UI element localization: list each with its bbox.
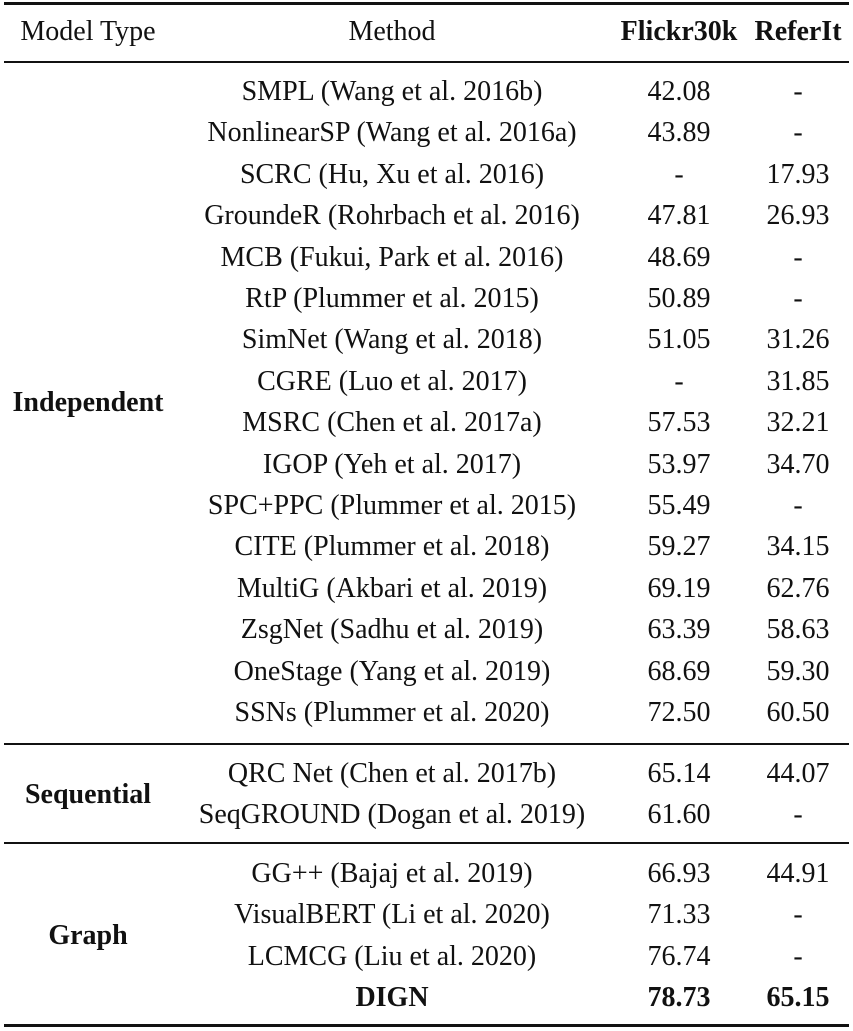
flickr30k-cell: 78.73	[647, 982, 711, 1014]
referit-cell: 65.15	[766, 982, 830, 1014]
flickr30k-cell: 68.69	[647, 655, 711, 687]
referit-cell: -	[793, 241, 803, 273]
group-separator-sequential	[4, 743, 849, 745]
flickr30k-cell: 50.89	[647, 283, 711, 314]
flickr30k-cell: 65.14	[647, 758, 711, 789]
referit-cell: 62.76	[766, 572, 830, 604]
flickr30k-cell: 76.74	[647, 940, 711, 972]
method-cell: GG++ (Bajaj et al. 2019)	[251, 858, 533, 889]
flickr30k-cell: 66.93	[647, 858, 711, 889]
referit-cell: -	[793, 940, 803, 972]
flickr30k-cell: 51.05	[647, 324, 711, 356]
method-cell: SCRC (Hu, Xu et al. 2016)	[239, 158, 545, 190]
header-rule	[4, 61, 849, 63]
method-cell: IGOP (Yeh et al. 2017)	[262, 448, 522, 480]
referit-cell: 32.21	[766, 407, 830, 439]
flickr30k-cell: 48.69	[647, 241, 711, 273]
referit-cell: 26.93	[766, 200, 830, 232]
flickr30k-cell: -	[674, 365, 684, 397]
method-cell: ZsgNet (Sadhu et al. 2019)	[240, 614, 544, 646]
method-cell: LCMCG (Liu et al. 2020)	[247, 940, 537, 972]
method-cell: SPC+PPC (Plummer et al. 2015)	[207, 490, 577, 521]
referit-cell: 17.93	[766, 158, 830, 190]
referit-cell: -	[793, 799, 803, 831]
group-label: Graph	[48, 920, 128, 952]
referit-cell: 60.50	[766, 697, 830, 728]
referit-cell: -	[793, 117, 803, 149]
flickr30k-cell: 59.27	[647, 531, 711, 563]
referit-cell: 58.63	[766, 614, 830, 646]
method-cell: DIGN	[355, 982, 429, 1014]
referit-cell: 34.15	[766, 531, 830, 563]
flickr30k-cell: 42.08	[647, 76, 711, 107]
flickr30k-cell: 43.89	[647, 117, 711, 149]
flickr30k-cell: 55.49	[647, 490, 711, 521]
flickr30k-cell: 63.39	[647, 614, 711, 646]
flickr30k-cell: -	[674, 158, 684, 190]
referit-cell: -	[793, 76, 803, 107]
flickr30k-cell: 47.81	[647, 200, 711, 232]
referit-cell: 31.26	[766, 324, 830, 356]
method-cell: SeqGROUND (Dogan et al. 2019)	[198, 799, 586, 831]
bottom-rule	[4, 1024, 849, 1027]
referit-cell: 44.91	[766, 858, 830, 889]
method-cell: QRC Net (Chen et al. 2017b)	[227, 758, 557, 789]
header-model-type: Model Type	[20, 16, 156, 47]
flickr30k-cell: 69.19	[647, 572, 711, 604]
referit-cell: -	[793, 490, 803, 521]
group-label: Independent	[12, 386, 164, 418]
method-cell: SSNs (Plummer et al. 2020)	[234, 697, 550, 728]
method-cell: MCB (Fukui, Park et al. 2016)	[220, 241, 564, 273]
group-label: Sequential	[24, 778, 152, 810]
flickr30k-cell: 53.97	[647, 448, 711, 480]
flickr30k-cell: 57.53	[647, 407, 711, 439]
method-cell: CITE (Plummer et al. 2018)	[234, 531, 550, 563]
method-cell: NonlinearSP (Wang et al. 2016a)	[207, 117, 577, 149]
header-method: Method	[348, 16, 436, 47]
referit-cell: 59.30	[766, 655, 830, 687]
header-flickr30k: Flickr30k	[620, 16, 738, 47]
referit-cell: -	[793, 899, 803, 931]
method-cell: MultiG (Akbari et al. 2019)	[236, 572, 548, 604]
referit-cell: 44.07	[766, 758, 830, 789]
referit-cell: -	[793, 283, 803, 314]
method-cell: SimNet (Wang et al. 2018)	[241, 324, 543, 356]
group-separator-graph	[4, 842, 849, 844]
referit-cell: 31.85	[766, 365, 830, 397]
method-cell: VisualBERT (Li et al. 2020)	[234, 899, 550, 931]
method-cell: GroundeR (Rohrbach et al. 2016)	[204, 200, 580, 232]
top-rule	[4, 2, 849, 5]
method-cell: CGRE (Luo et al. 2017)	[257, 365, 527, 397]
flickr30k-cell: 72.50	[647, 697, 711, 728]
method-cell: MSRC (Chen et al. 2017a)	[242, 407, 542, 439]
flickr30k-cell: 71.33	[647, 899, 711, 931]
flickr30k-cell: 61.60	[647, 799, 711, 831]
method-cell: OneStage (Yang et al. 2019)	[233, 655, 551, 687]
header-referit: ReferIt	[754, 16, 842, 47]
method-cell: RtP (Plummer et al. 2015)	[245, 283, 539, 314]
method-cell: SMPL (Wang et al. 2016b)	[241, 76, 543, 107]
referit-cell: 34.70	[766, 448, 830, 480]
